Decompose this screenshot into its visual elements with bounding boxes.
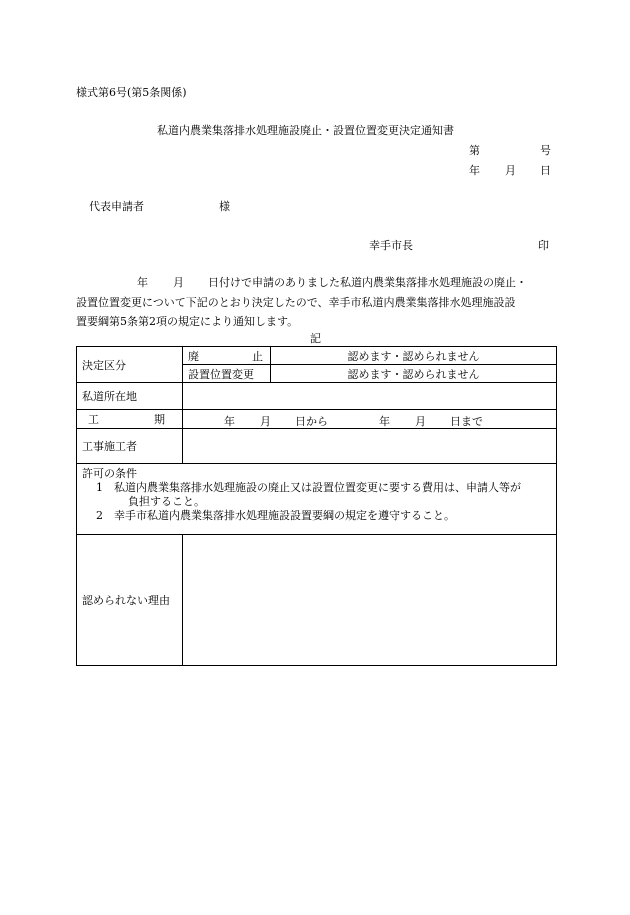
- ki-heading: 記: [310, 332, 321, 345]
- condition-item: 1 私道内農業集落排水処理施設の廃止又は設置位置変更に要する費用は、申請人等が 負担すること。: [96, 481, 521, 508]
- condition-item: 2 幸手市私道内農業集落排水処理施設設置要綱の規定を遵守すること。: [96, 509, 455, 522]
- doc-number-go: 号: [540, 144, 551, 157]
- decision-label: 決定区分: [77, 347, 183, 383]
- haishi-decision-value: 認めます・認められません: [271, 347, 557, 365]
- period-label: 工 期: [77, 410, 183, 429]
- date-day: 日: [540, 164, 551, 177]
- issuer-name: 幸手市長: [369, 239, 413, 252]
- document-title: 私道内農業集落排水処理施設廃止・設置位置変更決定通知書: [157, 124, 454, 137]
- body-line-3: 置要綱第5条第2項の規定により通知します。: [76, 315, 299, 328]
- haishi-label: 廃 止: [183, 347, 271, 365]
- conditions-cell: [77, 464, 557, 535]
- conditions-title: 許可の条件: [82, 467, 137, 480]
- period-value[interactable]: 年 月 日から 年 月 日まで: [183, 410, 557, 429]
- issuer-seal: 印: [538, 239, 549, 252]
- date-month: 月: [505, 164, 516, 177]
- body-line-1: 日付けで申請のありました私道内農業集落排水処理施設の廃止・: [208, 276, 527, 289]
- doc-number-dai: 第: [469, 144, 480, 157]
- reason-label: 認められない理由: [77, 535, 183, 666]
- contractor-value[interactable]: [183, 429, 557, 464]
- change-decision-value: 認めます・認められません: [271, 365, 557, 383]
- date-year: 年: [469, 164, 480, 177]
- body-line-2: 設置位置変更について下記のとおり決定したので、幸手市私道内農業集落排水処理施設設: [76, 296, 516, 309]
- change-label: 設置位置変更: [183, 365, 271, 383]
- body-month: 月: [173, 276, 184, 289]
- reason-value[interactable]: [183, 535, 557, 666]
- form-number: 様式第6号(第5条関係): [76, 86, 187, 99]
- location-label: 私道所在地: [77, 383, 183, 410]
- contractor-label: 工事施工者: [77, 429, 183, 464]
- decision-table: [76, 346, 557, 666]
- location-value[interactable]: [183, 383, 557, 410]
- recipient-label: 代表申請者: [89, 200, 144, 213]
- body-year: 年: [137, 276, 148, 289]
- recipient-honorific: 様: [219, 200, 230, 213]
